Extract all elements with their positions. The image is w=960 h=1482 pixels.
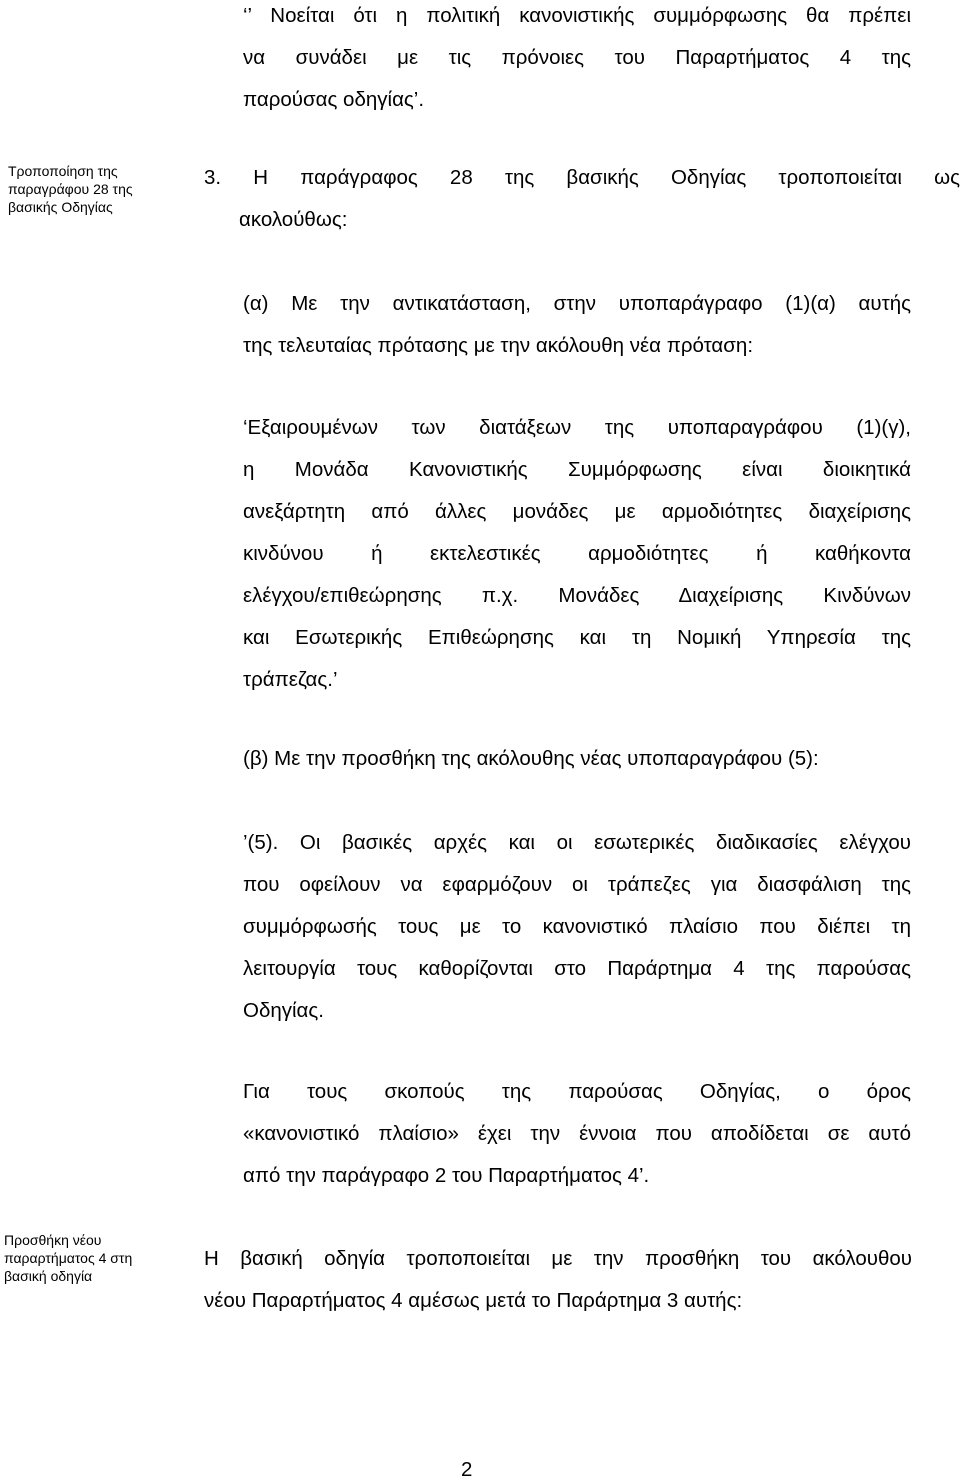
quote-b-line: Οδηγίας. <box>243 999 324 1022</box>
quote-b-line: ’(5). Οι βασικές αρχές και οι εσωτερικές διαδικασίες ελέγχου <box>243 831 911 854</box>
item-3-line: 3. Η παράγραφος 28 της βασικής Οδηγίας τροποποιείται ως <box>204 166 960 189</box>
annex-paragraph <box>204 1238 912 1322</box>
definition-line: «κανονιστικό πλαίσιο» έχει την έννοια που αποδίδεται σε αυτό <box>243 1122 911 1145</box>
intro-paragraph <box>243 0 911 121</box>
annex-line: νέου Παραρτήματος 4 αμέσως μετά το Παράρτημα 3 αυτής: <box>204 1289 743 1312</box>
quote-b-paragraph <box>243 822 911 1032</box>
quote-a-line: τράπεζας.’ <box>243 668 338 691</box>
quote-b-line: που οφείλουν να εφαρμόζουν οι τράπεζες για διασφάλιση της <box>243 873 911 896</box>
page-number: 2 <box>461 1458 473 1481</box>
quote-a-line: ελέγχου/επιθεώρησης π.χ. Μονάδες Διαχείρισης Κινδύνων <box>243 584 911 607</box>
margin-note-line: παραγράφου 28 της <box>8 181 133 197</box>
paragraph-a <box>243 283 911 367</box>
paragraph-a-line: (α) Με την αντικατάσταση, στην υποπαράγραφο (1)(α) αυτής <box>243 292 911 315</box>
definition-line: από την παράγραφο 2 του Παραρτήματος 4’. <box>243 1164 650 1187</box>
paragraph-b-line: (β) Με την προσθήκη της ακόλουθης νέας υποπαραγράφου (5): <box>243 747 819 770</box>
definition-line: Για τους σκοπούς της παρούσας Οδηγίας, ο όρος <box>243 1080 911 1103</box>
margin-note-line: Προσθήκη νέου <box>4 1232 102 1248</box>
paragraph-b <box>243 738 923 780</box>
item-3-line: ακολούθως: <box>239 208 348 231</box>
margin-note-line: παραρτήματος 4 στη <box>4 1250 133 1266</box>
item-3-paragraph <box>204 157 960 241</box>
intro-line: παρούσας οδηγίας’. <box>243 88 425 111</box>
definition-paragraph <box>243 1071 911 1197</box>
quote-a-paragraph <box>243 407 911 701</box>
margin-note-line: Τροποποίηση της <box>8 163 118 179</box>
quote-a-line: και Εσωτερικής Επιθεώρησης και τη Νομική Υπηρεσία της <box>243 626 911 649</box>
margin-note-amendment <box>8 162 188 216</box>
quote-a-line: κινδύνου ή εκτελεστικές αρμοδιότητες ή καθήκοντα <box>243 542 911 565</box>
quote-a-line: ανεξάρτητη από άλλες μονάδες με αρμοδιότητες διαχείρισης <box>243 500 911 523</box>
paragraph-a-line: της τελευταίας πρότασης με την ακόλουθη νέα πρόταση: <box>243 334 754 357</box>
quote-a-line: η Μονάδα Κανονιστικής Συμμόρφωσης είναι διοικητικά <box>243 458 911 481</box>
quote-b-line: λειτουργία τους καθορίζονται στο Παράρτημα 4 της παρούσας <box>243 957 911 980</box>
intro-line: να συνάδει με τις πρόνοιες του Παραρτήματος 4 της <box>243 46 911 69</box>
intro-line: ‘’ Νοείται ότι η πολιτική κανονιστικής συμμόρφωσης θα πρέπει <box>243 4 911 27</box>
quote-a-line: ‘Εξαιρουμένων των διατάξεων της υποπαραγράφου (1)(γ), <box>243 416 911 439</box>
margin-note-new-annex <box>4 1231 184 1285</box>
quote-b-line: συμμόρφωσής τους με το κανονιστικό πλαίσιο που διέπει τη <box>243 915 911 938</box>
margin-note-line: βασικής Οδηγίας <box>8 199 113 215</box>
annex-line: Η βασική οδηγία τροποποιείται με την προσθήκη του ακόλουθου <box>204 1247 912 1270</box>
margin-note-line: βασική οδηγία <box>4 1268 93 1284</box>
